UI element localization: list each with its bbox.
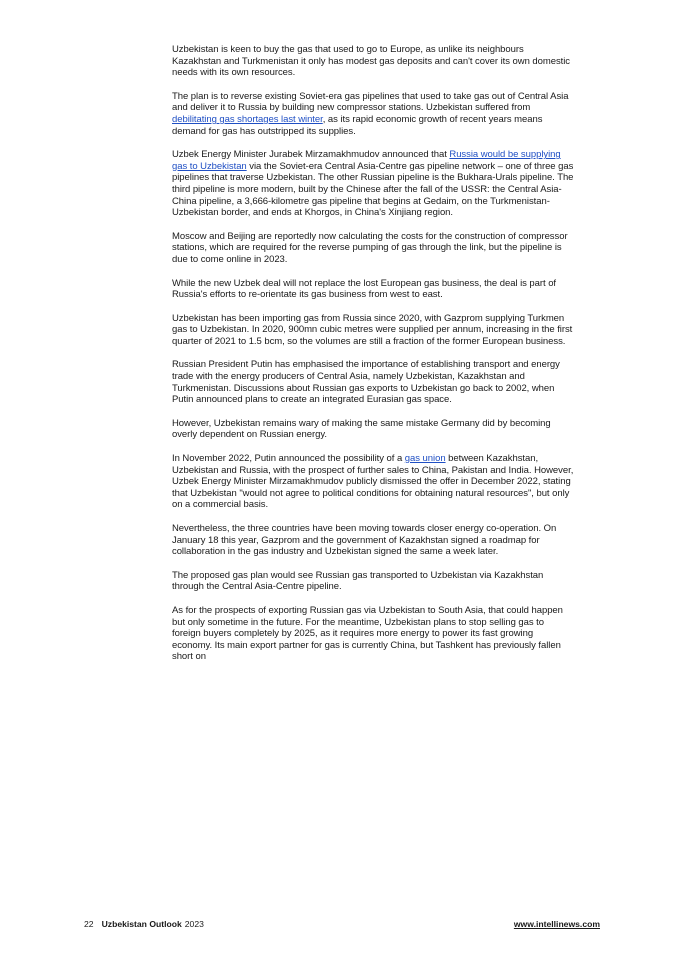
- paragraph-5-text: While the new Uzbek deal will not replace the lost European gas business, the deal is part of Russia's efforts to re-orientate its gas business from west to east.: [172, 277, 557, 301]
- paragraph-8: [172, 418, 574, 441]
- paragraph-6-text: Uzbekistan has been importing gas from Russia since 2020, with Gazprom supplying Turkmen gas to Uzbekistan. In 2020, 900mn cubic metres were supplied per annum, increasing in the first quarter of 2021 to 1.5 bcm, so the volumes are still a fraction of the former European business.: [172, 312, 573, 347]
- website-link[interactable]: www.intellinews.com: [513, 919, 600, 929]
- paragraph-2: [172, 91, 574, 137]
- paragraph-3-text-start: Uzbek Energy Minister Jurabek Mirzamakhmudov announced that: [172, 149, 450, 161]
- gas-union-link[interactable]: gas union: [404, 453, 446, 465]
- paragraph-12: [172, 605, 574, 663]
- page-number: 22: [84, 919, 94, 929]
- publication-title: Uzbekistan Outlook: [101, 919, 182, 929]
- paragraph-7: [172, 359, 574, 405]
- footer-left: [84, 917, 204, 931]
- paragraph-7-text: Russian President Putin has emphasised the importance of establishing transport and energy trade with the energy producers of Central Asia, namely Uzbekistan, Kazakhstan and Turkmenistan. Discussions about Russian gas exports to Uzbekistan go back to 2002, when Putin announced plans to create an integrated Eurasian gas space.: [172, 359, 560, 406]
- paragraph-3-text-end: via the Soviet-era Central Asia-Centre gas pipeline network – one of three gas pipelines that traverse Uzbekistan. The other Russian pipeline is the Bukhara-Urals pipeline. The third pipeline is more modern, built by the Chinese after the fall of the USSR: the Central Asia-China pipeline, a 3,666-kilometre gas pipeline that begins at Gedaim, on the Turkmenistan-Uzbekistan border, and ends at Khorgos, in China's Xinjiang region.: [172, 160, 574, 219]
- publication-year: 2023: [184, 919, 204, 929]
- paragraph-4-text: Moscow and Beijing are reportedly now calculating the costs for the construction of compressor stations, which are required for the reverse pumping of gas through the link, but the pipeline is due to come online in 2023.: [172, 230, 568, 265]
- paragraph-10: [172, 523, 574, 558]
- paragraph-9-text-end: between Kazakhstan, Uzbekistan and Russia, with the prospect of further sales to China, Pakistan and India. However, Uzbek Energy Minister Mirzamakhmudov publicly dismissed the offer in December 2022, stating that Uzbekistan "would not agree to political conditions for obtaining natural resources", but only on a commercial basis.: [172, 453, 574, 511]
- gas-shortages-link[interactable]: debilitating gas shortages last winter: [172, 113, 323, 125]
- paragraph-1: [172, 44, 574, 79]
- paragraph-3: [172, 149, 574, 219]
- paragraph-11: [172, 570, 574, 593]
- paragraph-8-text: However, Uzbekistan remains wary of making the same mistake Germany did by becoming overly dependent on Russian energy.: [172, 417, 551, 441]
- paragraph-6: [172, 313, 574, 348]
- page-footer: [84, 917, 600, 931]
- paragraph-9: [172, 453, 574, 511]
- paragraph-2-text-start: The plan is to reverse existing Soviet-era gas pipelines that used to take gas out of Central Asia and deliver it to Russia by building new compressor stations. Uzbekistan suffered from: [172, 90, 569, 114]
- paragraph-5: [172, 278, 574, 301]
- article-body: [172, 44, 574, 675]
- paragraph-4: [172, 231, 574, 266]
- russia-supplying-gas-link[interactable]: Russia would be supplying gas to Uzbekistan: [172, 149, 561, 172]
- paragraph-10-text: Nevertheless, the three countries have been moving towards closer energy co-operation. On January 18 this year, Gazprom and the government of Kazakhstan signed a roadmap for collaboration in the gas industry and Uzbekistan signed the same a week later.: [172, 523, 557, 558]
- paragraph-12-text: As for the prospects of exporting Russian gas via Uzbekistan to South Asia, that could happen but only sometime in the future. For the meantime, Uzbekistan plans to stop selling gas to foreign buyers completely by 2025, as it requires more energy to power its fast growing economy. Its main export partner for gas is currently China, but Tashkent has previously fallen short on: [172, 604, 563, 663]
- paragraph-1-text: Uzbekistan is keen to buy the gas that used to go to Europe, as unlike its neighbours Kazakhstan and Turkmenistan it only has modest gas deposits and can't cover its own domestic needs with its own resources.: [172, 44, 571, 79]
- paragraph-2-text-end: , as its rapid economic growth of recent years means demand for gas has outstripped its supplies.: [172, 113, 543, 137]
- paragraph-9-text-start: In November 2022, Putin announced the possibility of a: [172, 453, 405, 465]
- paragraph-11-text: The proposed gas plan would see Russian gas transported to Uzbekistan via Kazakhstan through the Central Asia-Centre pipeline.: [172, 569, 544, 593]
